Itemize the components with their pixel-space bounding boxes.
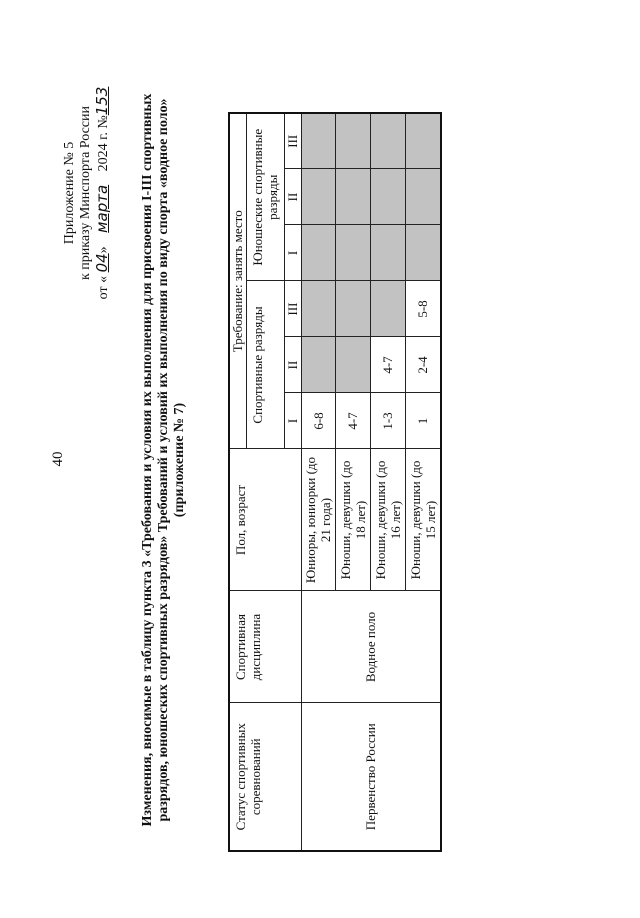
appendix-title: Приложение № 5 [62, 141, 77, 245]
rank-2-cell [301, 337, 335, 393]
group-cell: Юноши, девушки (до 18 лет) [335, 449, 370, 591]
rank-1-cell: 1 [405, 393, 441, 449]
youth-1-cell [301, 225, 335, 281]
youth-3-cell [405, 113, 441, 169]
date-year: 2024 г. № [96, 115, 111, 172]
rank-1-cell: 1-3 [370, 393, 405, 449]
youth-1-cell [335, 225, 370, 281]
header-youth-ranks: Юношеские спортивные разряды [246, 113, 284, 281]
rank-2-cell [335, 337, 370, 393]
date-day: 04 [93, 253, 111, 273]
date-mid: » [96, 246, 111, 254]
appendix-date-line [94, 28, 112, 358]
discipline-cell: Водное поло [301, 591, 441, 703]
document-heading [140, 60, 188, 860]
rank-3-cell [370, 281, 405, 337]
header-discipline: Спортивная дисциплина [229, 591, 301, 703]
rank-2-cell: 4-7 [370, 337, 405, 393]
header-youth-1: I [284, 225, 301, 281]
header-rank-2: II [284, 337, 301, 393]
youth-1-cell [370, 225, 405, 281]
date-prefix: от « [96, 275, 111, 300]
rank-3-cell: 5-8 [405, 281, 441, 337]
youth-2-cell [301, 169, 335, 225]
header-rank-3: III [284, 281, 301, 337]
heading-line-3: (приложение № 7) [172, 402, 187, 518]
rank-1-cell: 6-8 [301, 393, 335, 449]
header-status: Статус спортивных соревнований [229, 703, 301, 851]
order-number: 153 [93, 86, 111, 116]
heading-line-1: Изменения, вносимые в таблицу пункта 3 «Требования и условия их выполнения для присвоения I-III спортивных [140, 93, 155, 827]
youth-3-cell [370, 113, 405, 169]
page-number: 40 [50, 451, 66, 467]
rank-3-cell [335, 281, 370, 337]
appendix-order-line: к приказу Минспорта России [78, 106, 93, 280]
header-rank-1: I [284, 393, 301, 449]
status-cell: Первенство России [301, 703, 441, 851]
youth-2-cell [405, 169, 441, 225]
youth-1-cell [405, 225, 441, 281]
header-youth-3: III [284, 113, 301, 169]
youth-3-cell [335, 113, 370, 169]
header-gender-age: Пол, возраст [229, 449, 301, 591]
youth-3-cell [301, 113, 335, 169]
table-row [301, 113, 335, 851]
header-youth-2: II [284, 169, 301, 225]
rank-1-cell: 4-7 [335, 393, 370, 449]
rank-3-cell [301, 281, 335, 337]
group-cell: Юноши, девушки (до 16 лет) [370, 449, 405, 591]
youth-2-cell [370, 169, 405, 225]
group-cell: Юниоры, юниорки (до 21 года) [301, 449, 335, 591]
appendix-block [62, 28, 112, 358]
group-cell: Юноши, девушки (до 15 лет) [405, 449, 441, 591]
youth-2-cell [335, 169, 370, 225]
header-requirement: Требование: занять место [229, 113, 246, 449]
header-sport-ranks: Спортивные разряды [246, 281, 284, 449]
requirements-table [228, 112, 442, 852]
rank-2-cell: 2-4 [405, 337, 441, 393]
date-month: марта [93, 184, 111, 233]
heading-line-2: разрядов, юношеских спортивных разрядов» Требований и условий их выполнения по виду спорта «водное поло» [156, 98, 171, 822]
